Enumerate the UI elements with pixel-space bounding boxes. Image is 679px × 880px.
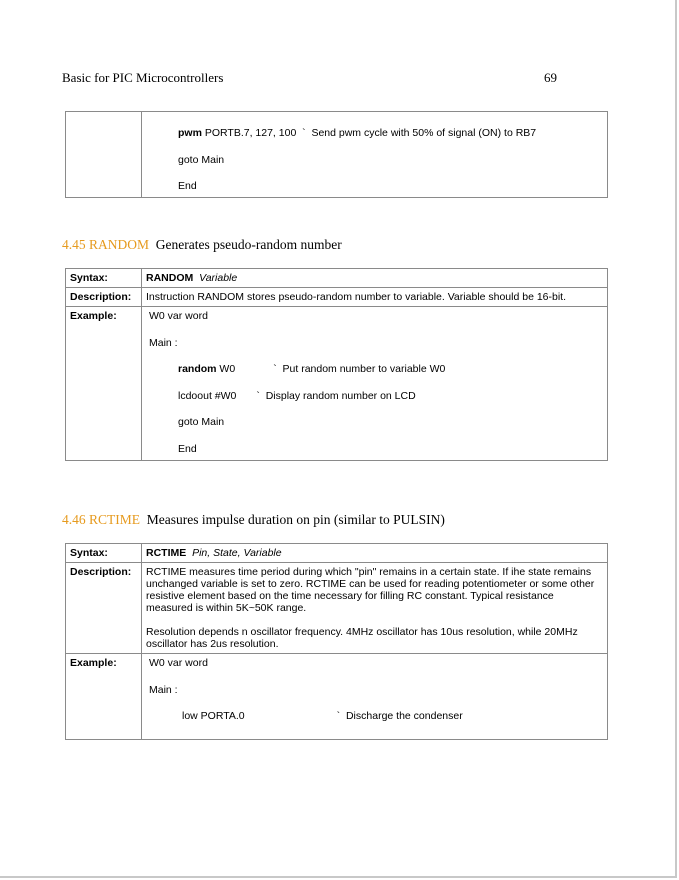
description-paragraph-1: RCTIME measures time period during which "pin" remains in a certain state. If ihe state remains unchanged variable is set to zero. RCTIME can be used for reading potentiometer or some other resistive element based on the time necessary for filling RC constant. Typical resistance measured is within 5K~50K range. xyxy=(146,566,595,614)
section-description: Measures impulse duration on pin (similar to PULSIN) xyxy=(146,512,445,527)
code-line: W0 var word xyxy=(149,657,208,669)
description-paragraph-2: Resolution depends n oscillator frequency. 4MHz oscillator has 10us resolution, while 20MHz oscillator has 2us resolution. xyxy=(146,626,578,650)
code-line: goto Main xyxy=(178,153,225,166)
syntax-args: Variable xyxy=(199,272,238,284)
running-head xyxy=(62,70,557,86)
book-title: Basic for PIC Microcontrollers xyxy=(62,70,224,85)
code-line: End xyxy=(178,180,197,192)
section-number: 4.46 RCTIME xyxy=(62,512,141,527)
syntax-keyword: RCTIME xyxy=(146,547,187,559)
code-line xyxy=(146,363,603,390)
code-line xyxy=(178,127,603,154)
description-text: Instruction RANDOM stores pseudo-random number to variable. Variable should be 16-bit. xyxy=(142,288,608,307)
code-line: Main : xyxy=(149,336,178,349)
section-description: Generates pseudo-random number xyxy=(155,237,342,252)
syntax-keyword: RANDOM xyxy=(146,272,194,284)
example-code-cell xyxy=(142,307,608,461)
code-line xyxy=(146,390,603,417)
page-number: 69 xyxy=(544,70,557,85)
code-comment: ` Put random number to variable W0 xyxy=(273,363,446,375)
description-label: Description: xyxy=(66,288,142,307)
syntax-cell xyxy=(142,544,608,563)
pwm-code-cell xyxy=(142,112,608,198)
pwm-example-table xyxy=(65,111,608,198)
section-number: 4.45 RANDOM xyxy=(62,237,150,252)
random-keyword: random xyxy=(178,363,217,375)
lcd-code: lcdoout #W0 xyxy=(178,389,237,402)
code-line: End xyxy=(178,442,197,455)
example-label: Example: xyxy=(66,307,142,461)
section-title-rctime xyxy=(62,512,445,528)
syntax-args: Pin, State, Variable xyxy=(192,547,282,559)
code-line: Main : xyxy=(149,683,178,696)
example-code-cell xyxy=(142,654,608,740)
description-label: Description: xyxy=(66,563,142,654)
code-line: W0 var word xyxy=(149,310,208,322)
syntax-label: Syntax: xyxy=(66,269,142,288)
code-comment: ` Display random number on LCD xyxy=(256,389,416,402)
random-table xyxy=(65,268,608,461)
example-label: Example: xyxy=(66,654,142,740)
description-cell xyxy=(142,563,608,654)
random-code: W0 xyxy=(216,363,236,375)
syntax-label: Syntax: xyxy=(66,544,142,563)
rctime-table xyxy=(65,543,608,740)
code-line: goto Main xyxy=(178,416,225,428)
empty-label-cell xyxy=(66,112,142,198)
section-title-random xyxy=(62,237,342,253)
pwm-code: PORTB.7, 127, 100 ` Send pwm cycle with 50% of signal (ON) to RB7 xyxy=(201,127,537,139)
code-comment: ` Discharge the condenser xyxy=(336,710,463,722)
pwm-keyword: pwm xyxy=(178,127,202,139)
syntax-cell xyxy=(142,269,608,288)
low-code: low PORTA.0 xyxy=(182,710,245,722)
code-line xyxy=(146,710,603,724)
